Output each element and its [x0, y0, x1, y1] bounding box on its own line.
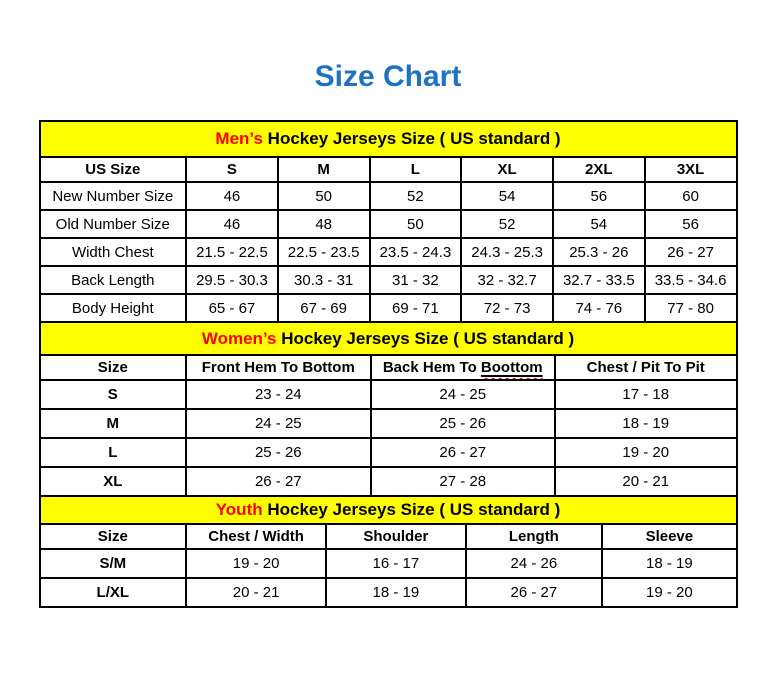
row-label: Body Height [40, 294, 187, 322]
column-header: Length [466, 524, 603, 549]
womens-section-band [40, 322, 737, 355]
column-header: Sleeve [602, 524, 736, 549]
size-cell: 46 [186, 182, 278, 210]
table-row [40, 409, 737, 438]
size-cell: 16 - 17 [326, 549, 465, 578]
size-cell: 65 - 67 [186, 294, 278, 322]
size-cell: 52 [461, 210, 553, 238]
youth-header-row [40, 524, 737, 549]
size-cell: 19 - 20 [186, 549, 326, 578]
womens-section-title [40, 322, 737, 355]
row-label: Back Length [40, 266, 187, 294]
table-row [40, 549, 737, 578]
column-header: Size [40, 355, 187, 380]
column-header: Shoulder [326, 524, 465, 549]
size-cell: 26 - 27 [645, 238, 737, 266]
size-cell: 33.5 - 34.6 [645, 266, 737, 294]
size-cell: 24.3 - 25.3 [461, 238, 553, 266]
size-cell: 54 [461, 182, 553, 210]
womens-section-accent: Women’s [201, 328, 277, 348]
table-row [40, 294, 737, 322]
size-cell: 54 [553, 210, 645, 238]
table-row [40, 266, 737, 294]
size-cell: 31 - 32 [370, 266, 462, 294]
mens-header-row [40, 157, 737, 182]
table-row [40, 380, 737, 409]
row-label: Old Number Size [40, 210, 187, 238]
size-cell: 50 [278, 182, 370, 210]
table-row [40, 182, 737, 210]
row-label: XL [40, 467, 187, 496]
size-cell: 32.7 - 33.5 [553, 266, 645, 294]
mens-section-title [40, 121, 737, 157]
size-cell: 18 - 19 [326, 578, 465, 607]
column-header: XL [461, 157, 553, 182]
page-title: Size Chart [314, 60, 462, 93]
size-cell: 18 - 19 [602, 549, 736, 578]
column-header: Front Hem To Bottom [186, 355, 370, 380]
column-header: 3XL [645, 157, 737, 182]
table-row [40, 467, 737, 496]
size-cell: 23.5 - 24.3 [370, 238, 462, 266]
column-header: Size [40, 524, 187, 549]
youth-section-band [40, 496, 737, 524]
mens-section-accent: Men’s [215, 129, 263, 148]
size-cell: 26 - 27 [186, 467, 370, 496]
youth-section-title [40, 496, 737, 524]
table-row [40, 578, 737, 607]
youth-size-table [39, 495, 738, 608]
size-cell: 27 - 28 [371, 467, 555, 496]
youth-section-rest: Hockey Jerseys Size ( US standard ) [262, 500, 561, 519]
size-cell: 19 - 20 [602, 578, 736, 607]
size-cell: 25 - 26 [186, 438, 370, 467]
size-cell: 32 - 32.7 [461, 266, 553, 294]
table-row [40, 438, 737, 467]
size-cell: 67 - 69 [278, 294, 370, 322]
size-cell: 17 - 18 [555, 380, 737, 409]
size-cell: 24 - 26 [466, 549, 603, 578]
misspelled-word-underline [481, 359, 543, 376]
size-cell: 20 - 21 [555, 467, 737, 496]
row-label: S [40, 380, 187, 409]
column-header: 2XL [553, 157, 645, 182]
size-cell: 50 [370, 210, 462, 238]
row-label: L/XL [40, 578, 187, 607]
size-cell: 74 - 76 [553, 294, 645, 322]
size-cell: 23 - 24 [186, 380, 370, 409]
row-label: L [40, 438, 187, 467]
size-cell: 19 - 20 [555, 438, 737, 467]
mens-section-rest: Hockey Jerseys Size ( US standard ) [262, 129, 561, 148]
size-cell: 77 - 80 [645, 294, 737, 322]
size-cell: 26 - 27 [466, 578, 603, 607]
column-header: Chest / Pit To Pit [555, 355, 737, 380]
size-cell: 52 [370, 182, 462, 210]
table-row [40, 210, 737, 238]
size-cell: 25.3 - 26 [553, 238, 645, 266]
size-cell: 24 - 25 [186, 409, 370, 438]
column-header-text: Back Hem To [382, 359, 481, 376]
column-header: M [278, 157, 370, 182]
size-cell: 56 [645, 210, 737, 238]
size-cell: 29.5 - 30.3 [186, 266, 278, 294]
size-cell: 24 - 25 [371, 380, 555, 409]
table-row [40, 238, 737, 266]
size-cell: 69 - 71 [370, 294, 462, 322]
womens-section-rest: Hockey Jerseys Size ( US standard ) [276, 328, 575, 348]
mens-section-band [40, 121, 737, 157]
size-cell: 56 [553, 182, 645, 210]
size-cell: 21.5 - 22.5 [186, 238, 278, 266]
row-label: Width Chest [40, 238, 187, 266]
size-cell: 30.3 - 31 [278, 266, 370, 294]
misspelled-word: Boottom [480, 359, 543, 376]
size-cell: 46 [186, 210, 278, 238]
column-header: S [186, 157, 278, 182]
column-header: L [370, 157, 462, 182]
size-chart [39, 120, 738, 608]
size-cell: 60 [645, 182, 737, 210]
size-cell: 48 [278, 210, 370, 238]
size-cell: 18 - 19 [555, 409, 737, 438]
row-label: S/M [40, 549, 187, 578]
column-header [371, 355, 555, 380]
mens-size-table [39, 120, 738, 323]
row-label: M [40, 409, 187, 438]
size-cell: 22.5 - 23.5 [278, 238, 370, 266]
column-header: US Size [40, 157, 187, 182]
size-cell: 20 - 21 [186, 578, 326, 607]
youth-section-accent: Youth [215, 500, 263, 519]
womens-size-table [39, 321, 738, 497]
row-label: New Number Size [40, 182, 187, 210]
column-header: Chest / Width [186, 524, 326, 549]
size-cell: 25 - 26 [371, 409, 555, 438]
size-cell: 26 - 27 [371, 438, 555, 467]
womens-header-row [40, 355, 737, 380]
size-cell: 72 - 73 [461, 294, 553, 322]
